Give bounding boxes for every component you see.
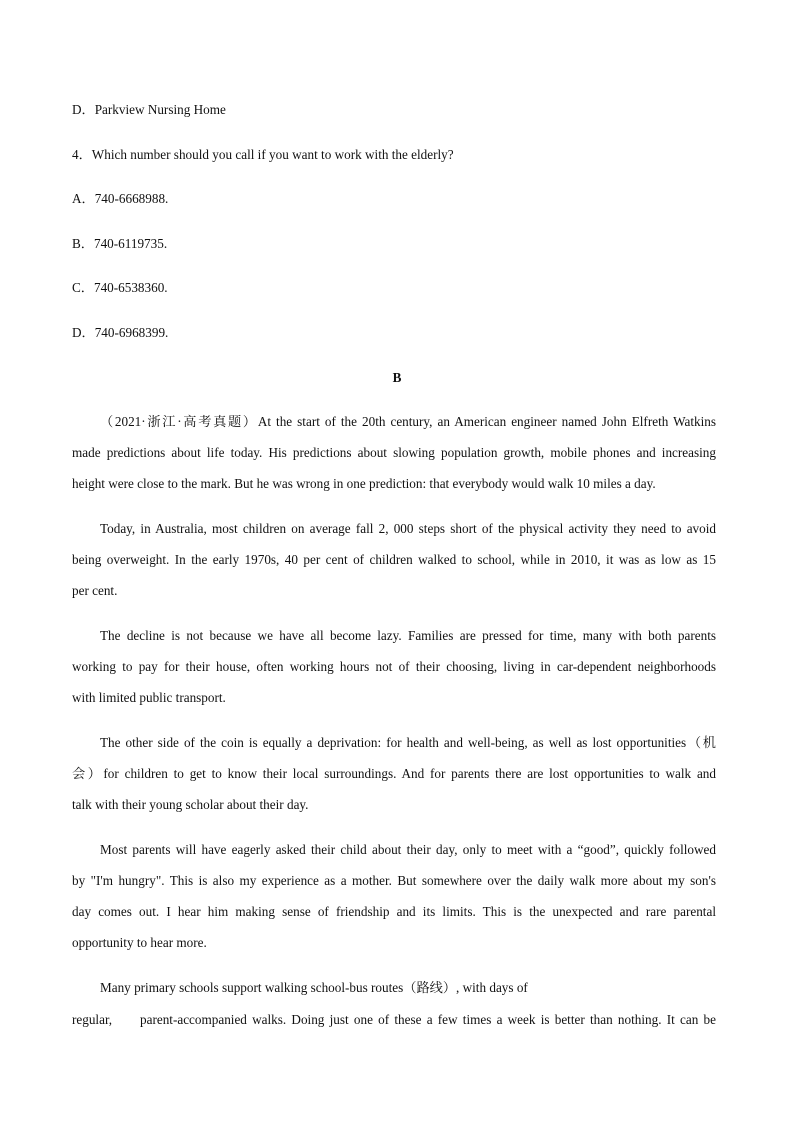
paragraph-2-line-2: being overweight. In the early 1970s, 40 per cent of children walked to school, while in 2010, it was as low as 15	[72, 552, 716, 567]
paragraph-2-line-3: per cent.	[72, 583, 118, 598]
paragraph-5-line-1: Most parents will have eagerly asked their child about their day, only to meet with a “good”, quickly followed	[100, 842, 716, 857]
question4-option-a: A．740-6668988.	[72, 191, 169, 206]
question4-option-c: C．740-6538360.	[72, 280, 168, 295]
paragraph-3-line-2: working to pay for their house, often working hours not of their choosing, living in car-dependent neighborhoods	[72, 659, 716, 674]
question3-option-d: D．Parkview Nursing Home	[72, 102, 226, 117]
paragraph-5-line-3: day comes out. I hear him making sense of friendship and its limits. This is the unexpected and rare parental	[72, 904, 716, 919]
paragraph-3-line-1: The decline is not because we have all become lazy. Families are pressed for time, many with both parents	[100, 628, 716, 643]
question4-option-b: B．740-6119735.	[72, 236, 168, 251]
paragraph-4-line-2: 会）for children to get to know their local surroundings. And for parents there are lost opportunities to walk and	[72, 766, 716, 781]
question4-option-d: D．740-6968399.	[72, 325, 169, 340]
paragraph-2-line-1: Today, in Australia, most children on average fall 2, 000 steps short of the physical activity they need to avoid	[100, 521, 716, 536]
section-heading: B	[392, 370, 402, 385]
paragraph-6-line-1: Many primary schools support walking school-bus routes（路线）, with days of	[100, 980, 528, 995]
paragraph-5-line-2: by "I'm hungry". This is also my experience as a mother. But somewhere over the daily walk more about my son's	[72, 873, 716, 888]
paragraph-1-line-3: height were close to the mark. But he was wrong in one prediction: that everybody would walk 10 miles a day.	[72, 476, 656, 491]
paragraph-3-line-3: with limited public transport.	[72, 690, 226, 705]
paragraph-6-line-2-rest: parent-accompanied walks. Doing just one of these a few times a week is better than nothing. It can be	[140, 1012, 716, 1027]
paragraph-5-line-4: opportunity to hear more.	[72, 935, 207, 950]
paragraph-6-line-2-start: regular,	[72, 1012, 113, 1027]
paragraph-1-line-1: （2021·浙江·高考真题）At the start of the 20th century, an American engineer named John Elfreth Watkins	[100, 414, 716, 429]
paragraph-1-line-2: made predictions about life today. His predictions about slowing population growth, mobile phones and increasing	[72, 445, 716, 460]
paragraph-4-line-1: The other side of the coin is equally a deprivation: for health and well-being, as well as lost opportunities（机	[100, 735, 716, 750]
paragraph-4-line-3: talk with their young scholar about their day.	[72, 797, 309, 812]
question4-stem: 4．Which number should you call if you want to work with the elderly?	[72, 147, 454, 162]
